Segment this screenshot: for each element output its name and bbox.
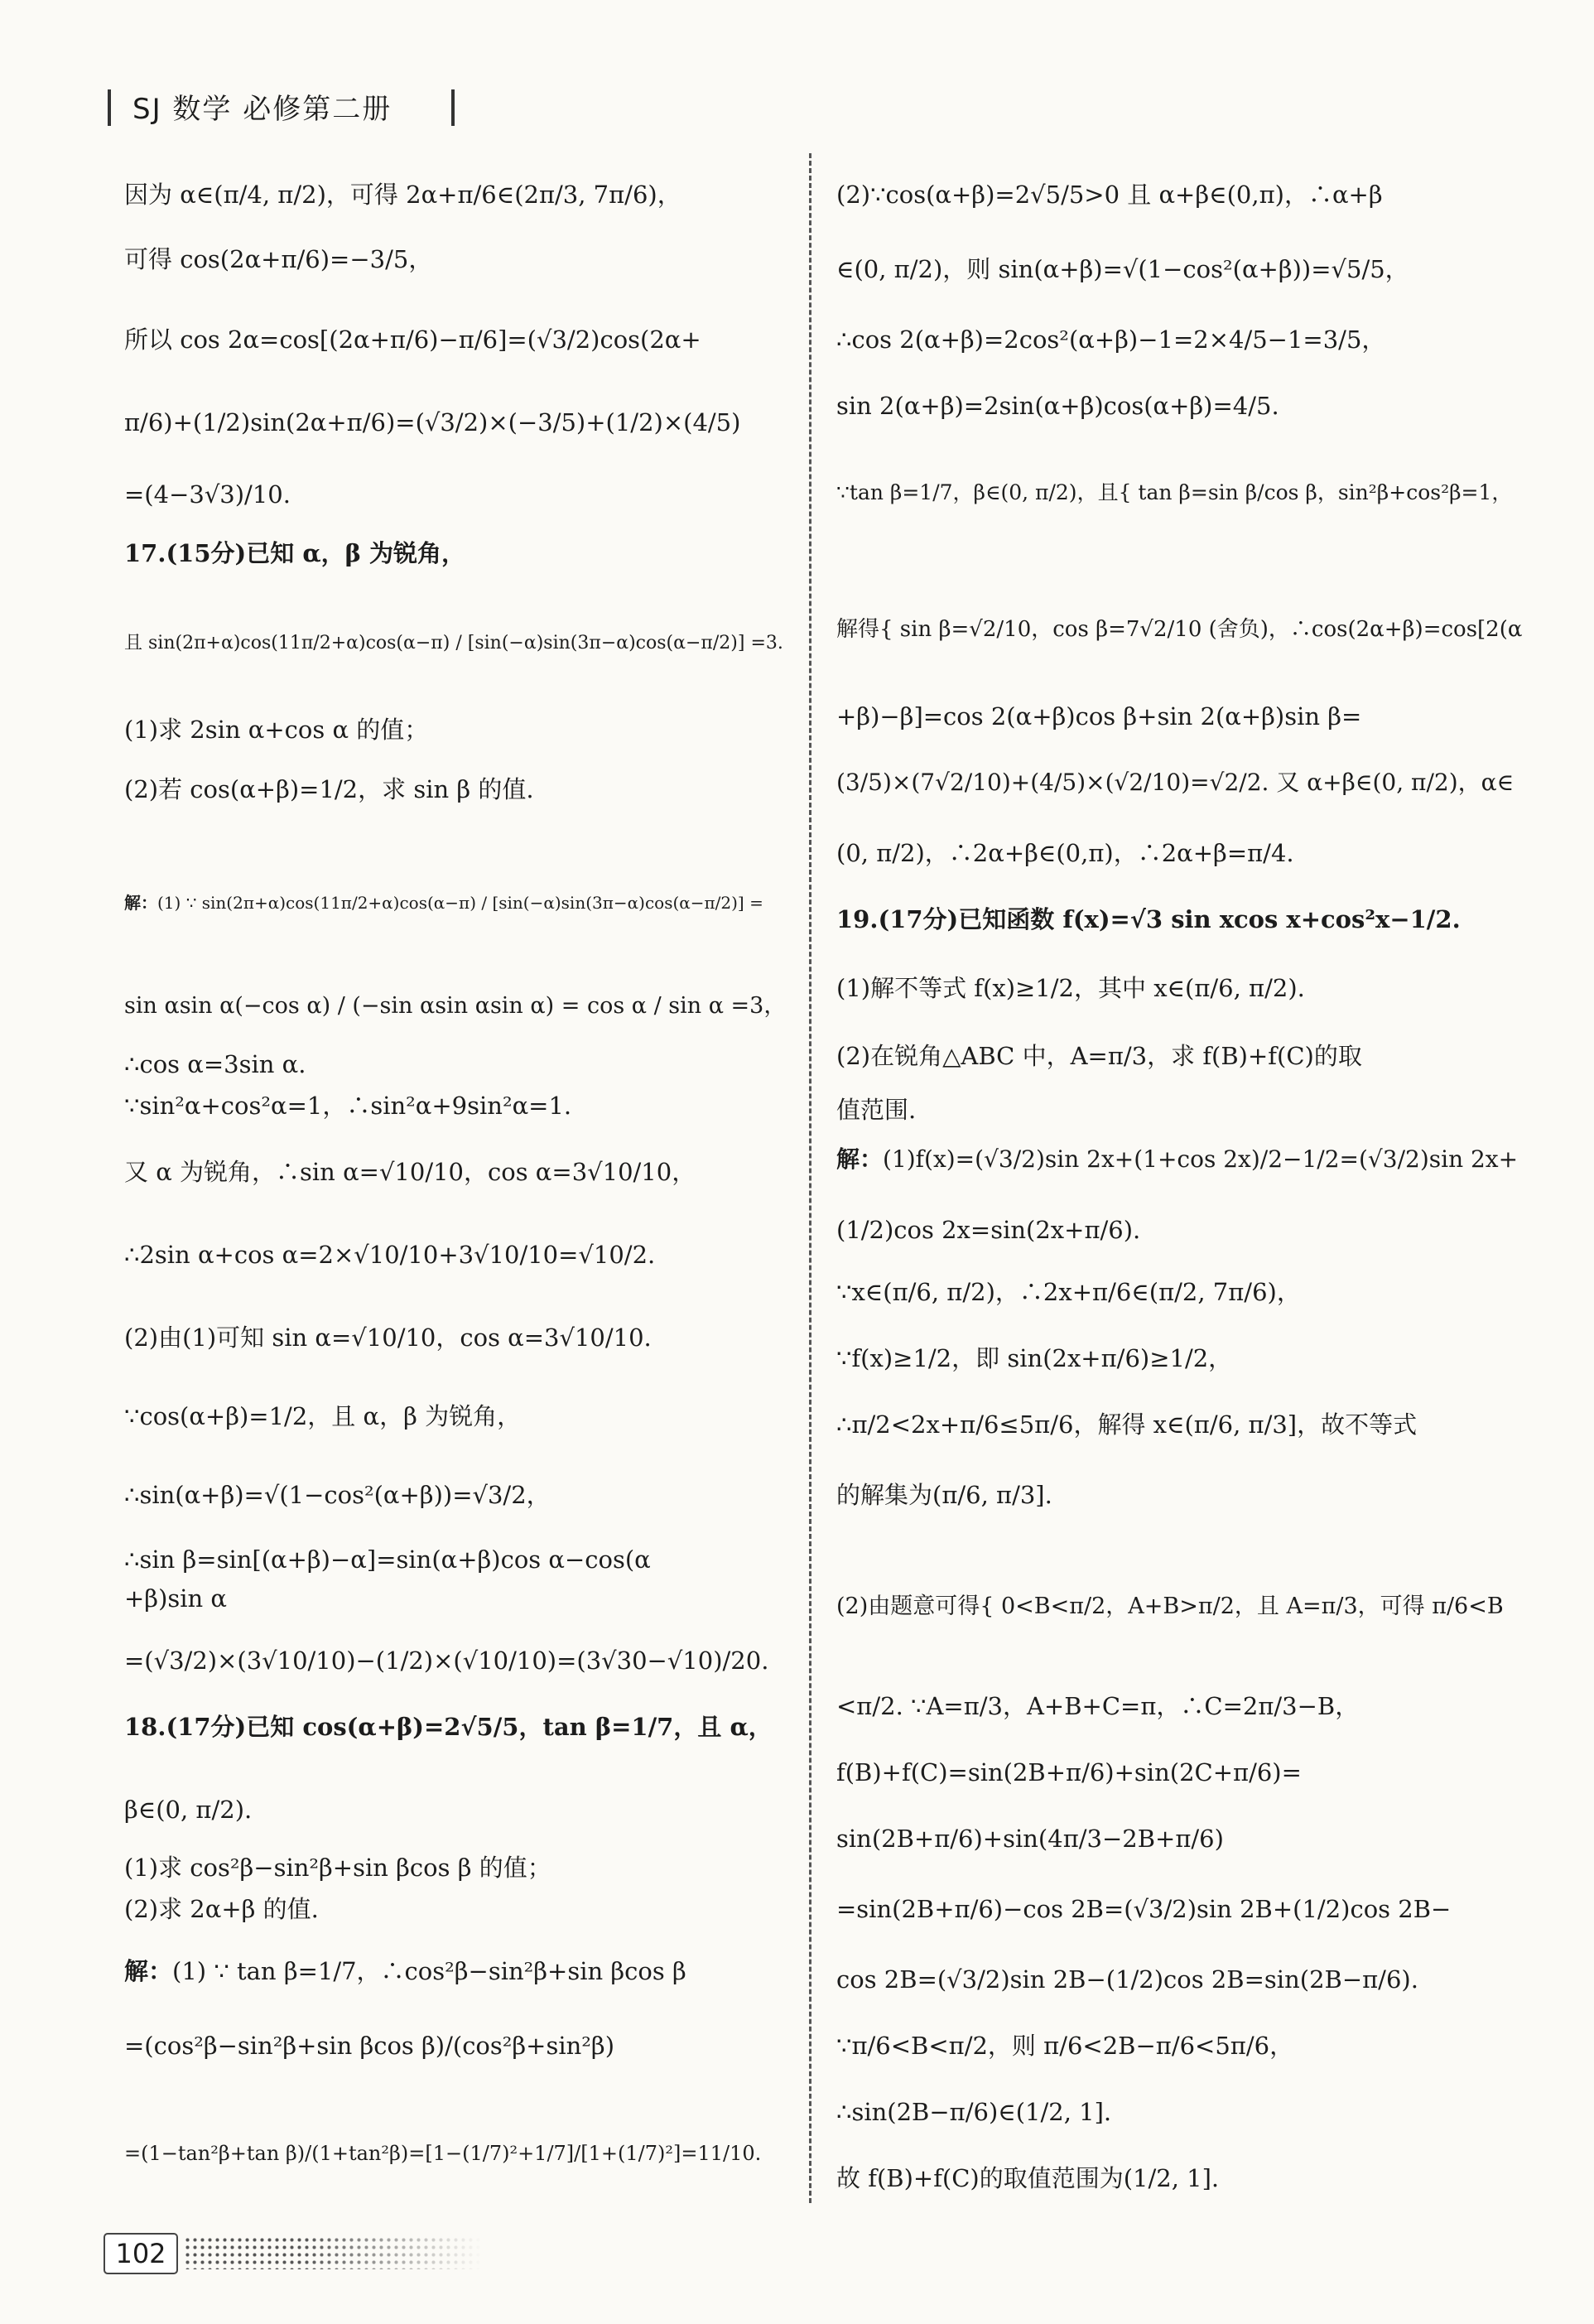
line-text: ∵x∈(π/6, π/2)，∴2x+π/6∈(π/2, 7π/6)， <box>836 1278 1301 1306</box>
text-line <box>124 1644 768 1677</box>
text-line <box>124 1155 696 1189</box>
text-line <box>124 243 432 276</box>
header-divider-left <box>108 89 111 126</box>
text-line <box>124 886 763 919</box>
line-label: 17. <box>124 539 166 567</box>
line-text: ∈(0, π/2)，则 sin(α+β)=√(1−cos²(α+β))=√5/5， <box>836 255 1409 283</box>
line-text: 且 sin(2π+α)cos(11π/2+α)cos(α−π) / [sin(−α)sin(3π−α)cos(α−π/2)] =3. <box>124 633 783 653</box>
text-line <box>124 323 701 356</box>
line-text: ∴cos 2(α+β)=2cos²(α+β)−1=2×4/5−1=3/5， <box>836 325 1386 354</box>
line-text: sin αsin α(−cos α) / (−sin αsin αsin α) = cos α / sin α =3， <box>124 993 787 1019</box>
line-text: (15分)已知 α，β 为锐角， <box>166 539 466 567</box>
line-text: ∴cos α=3sin α. <box>124 1050 306 1078</box>
text-line <box>124 406 740 439</box>
text-line <box>836 253 1409 286</box>
text-line <box>836 1590 1504 1623</box>
text-line <box>836 178 1383 211</box>
text-line <box>124 1238 655 1271</box>
line-text: ∵tan β=1/7，β∈(0, π/2)，且{ tan β=sin β/cos β，sin²β+cos²β=1， <box>836 480 1513 504</box>
text-line <box>836 1143 1518 1176</box>
line-text: 又 α 为锐角，∴sin α=√10/10，cos α=3√10/10， <box>124 1158 696 1186</box>
text-line <box>124 627 783 660</box>
line-text: π/6)+(1/2)sin(2α+π/6)=(√3/2)×(−3/5)+(1/2)×(4/5) <box>124 408 741 436</box>
line-text: ∴sin(2B−π/6)∈(1/2, 1]. <box>836 2098 1112 2126</box>
line-text: 解得{ sin β=√2/10，cos β=7√2/10 (舍负)，∴cos(2α+β)=cos[2(α <box>836 617 1523 642</box>
problem-header <box>836 903 1461 936</box>
line-label: 19. <box>836 905 879 933</box>
line-text: (2)在锐角△ABC 中，A=π/3，求 f(B)+f(C)的取 <box>836 1042 1362 1070</box>
line-text: cos 2B=(√3/2)sin 2B−(1/2)cos 2B=sin(2B−π/6). <box>836 1965 1418 1994</box>
text-line <box>836 1342 1232 1375</box>
line-text: ∵π/6<B<π/2，则 π/6<2B−π/6<5π/6， <box>836 2032 1294 2060</box>
text-line <box>124 990 786 1023</box>
text-line <box>836 2095 1111 2129</box>
problem-header <box>124 1710 773 1743</box>
line-text: +β)sin α <box>124 1584 228 1613</box>
text-line <box>124 1955 686 1988</box>
text-line <box>836 700 1361 733</box>
line-text: sin 2(α+β)=2sin(α+β)cos(α+β)=4/5. <box>836 392 1279 420</box>
line-text: =(1−tan²β+tan β)/(1+tan²β)=[1−(1/7)²+1/7]/[1+(1/7)²]=11/10. <box>124 2142 762 2165</box>
line-text: 故 f(B)+f(C)的取值范围为(1/2, 1]. <box>836 2164 1220 2192</box>
text-line <box>124 1321 652 1354</box>
text-line <box>836 1822 1224 1855</box>
text-line <box>124 1089 571 1122</box>
line-text: (1/2)cos 2x=sin(2x+π/6). <box>836 1216 1141 1244</box>
line-label: 解： <box>836 1145 884 1173</box>
text-line <box>836 2029 1293 2062</box>
line-text: (1) ∵ tan β=1/7，∴cos²β−sin²β+sin βcos β <box>172 1957 686 1985</box>
line-text: f(B)+f(C)=sin(2B+π/6)+sin(2C+π/6)= <box>836 1758 1302 1786</box>
page-number: 102 <box>104 2233 178 2274</box>
text-line <box>124 713 428 746</box>
text-line <box>836 1756 1302 1789</box>
line-text: 因为 α∈(π/4, π/2)，可得 2α+π/6∈(2π/3, 7π/6)， <box>124 181 681 209</box>
line-label: 解： <box>124 893 157 913</box>
line-text: (1)求 2sin α+cos α 的值； <box>124 716 429 744</box>
line-label: 解： <box>124 1957 173 1985</box>
line-text: 所以 cos 2α=cos[(2α+π/6)−π/6]=(√3/2)cos(2α+ <box>124 325 701 354</box>
line-text: (2)由(1)可知 sin α=√10/10，cos α=3√10/10. <box>124 1324 652 1352</box>
line-text: (3/5)×(7√2/10)+(4/5)×(√2/10)=√2/2. 又 α+β∈(0, π/2)，α∈ <box>836 769 1515 796</box>
line-text: (17分)已知函数 f(x)=√3 sin xcos x+cos²x−1/2. <box>878 905 1461 933</box>
text-line <box>836 837 1294 870</box>
line-text: (1)f(x)=(√3/2)sin 2x+(1+cos 2x)/2−1/2=(√3/2)sin 2x+ <box>883 1145 1519 1173</box>
text-line <box>124 1892 319 1926</box>
text-line <box>124 1851 551 1884</box>
header-divider-right <box>451 89 455 126</box>
text-line <box>836 1892 1451 1926</box>
line-label: 18. <box>124 1713 166 1741</box>
line-text: (2)∵cos(α+β)=2√5/5>0 且 α+β∈(0,π)，∴α+β <box>836 181 1383 209</box>
text-line <box>124 478 291 511</box>
text-line <box>836 389 1279 422</box>
line-text: 的解集为(π/6, π/3]. <box>836 1481 1052 1509</box>
line-text: (2)求 2α+β 的值. <box>124 1895 319 1923</box>
text-line <box>124 2029 614 2062</box>
text-line <box>124 178 681 211</box>
line-text: ∴sin β=sin[(α+β)−α]=sin(α+β)cos α−cos(α <box>124 1545 651 1574</box>
text-line <box>836 1213 1140 1246</box>
line-text: =(4−3√3)/10. <box>124 480 291 509</box>
line-text: ∵cos(α+β)=1/2，且 α，β 为锐角， <box>124 1402 522 1430</box>
line-text: (1)求 cos²β−sin²β+sin βcos β 的值； <box>124 1854 551 1882</box>
text-line <box>836 1478 1052 1512</box>
text-line <box>124 1793 252 1826</box>
text-line <box>124 1400 521 1433</box>
line-text: =sin(2B+π/6)−cos 2B=(√3/2)sin 2B+(1/2)cos 2B− <box>836 1895 1452 1923</box>
text-line <box>836 972 1305 1005</box>
text-line <box>836 1093 916 1126</box>
line-text: (2)由题意可得{ 0<B<π/2，A+B>π/2，且 A=π/3，可得 π/6<B <box>836 1594 1504 1619</box>
text-line <box>836 323 1385 356</box>
text-line <box>836 1275 1301 1309</box>
line-text: ∵sin²α+cos²α=1，∴sin²α+9sin²α=1. <box>124 1092 572 1120</box>
line-text: sin(2B+π/6)+sin(4π/3−2B+π/6) <box>836 1825 1224 1853</box>
text-line <box>124 2137 761 2170</box>
line-text: 值范围. <box>836 1096 917 1124</box>
line-text: +β)−β]=cos 2(α+β)cos β+sin 2(α+β)sin β= <box>836 702 1362 730</box>
text-line <box>124 1582 227 1615</box>
line-text: β∈(0, π/2). <box>124 1796 253 1824</box>
problem-header <box>124 537 465 570</box>
text-line <box>124 1543 651 1576</box>
text-line <box>124 773 534 806</box>
text-line <box>124 1478 551 1512</box>
text-line <box>836 1690 1359 1723</box>
text-line <box>124 1048 306 1081</box>
text-line <box>836 1039 1362 1073</box>
line-text: =(√3/2)×(3√10/10)−(1/2)×(√10/10)=(3√30−√10)/20. <box>124 1647 769 1675</box>
line-text: (0, π/2)，∴2α+β∈(0,π)，∴2α+β=π/4. <box>836 839 1294 867</box>
text-line <box>836 1408 1417 1441</box>
line-text: =(cos²β−sin²β+sin βcos β)/(cos²β+sin²β) <box>124 2032 615 2060</box>
text-line <box>836 613 1522 646</box>
line-text: ∴sin(α+β)=√(1−cos²(α+β))=√3/2， <box>124 1481 551 1509</box>
line-text: (2)若 cos(α+β)=1/2，求 sin β 的值. <box>124 775 534 803</box>
line-text: (1)解不等式 f(x)≥1/2，其中 x∈(π/6, π/2). <box>836 974 1305 1002</box>
line-text: ∴π/2<2x+π/6≤5π/6，解得 x∈(π/6, π/3]，故不等式 <box>836 1410 1418 1439</box>
line-text: ∴2sin α+cos α=2×√10/10+3√10/10=√10/2. <box>124 1241 656 1269</box>
text-line <box>836 2162 1219 2195</box>
book-title: SJ 数学 必修第二册 <box>132 93 392 126</box>
text-line <box>836 766 1514 799</box>
footer-dot-pattern <box>184 2236 482 2269</box>
text-line <box>836 476 1512 509</box>
line-text: <π/2. ∵A=π/3，A+B+C=π，∴C=2π/3−B， <box>836 1692 1360 1720</box>
line-text: (17分)已知 cos(α+β)=2√5/5，tan β=1/7，且 α， <box>166 1713 773 1741</box>
text-line <box>836 1963 1418 1996</box>
line-text: 可得 cos(2α+π/6)=−3/5， <box>124 245 433 273</box>
line-text: (1) ∵ sin(2π+α)cos(11π/2+α)cos(α−π) / [sin(−α)sin(3π−α)cos(α−π/2)] = <box>157 893 763 913</box>
line-text: ∵f(x)≥1/2，即 sin(2x+π/6)≥1/2， <box>836 1344 1233 1372</box>
column-divider <box>809 153 811 2203</box>
